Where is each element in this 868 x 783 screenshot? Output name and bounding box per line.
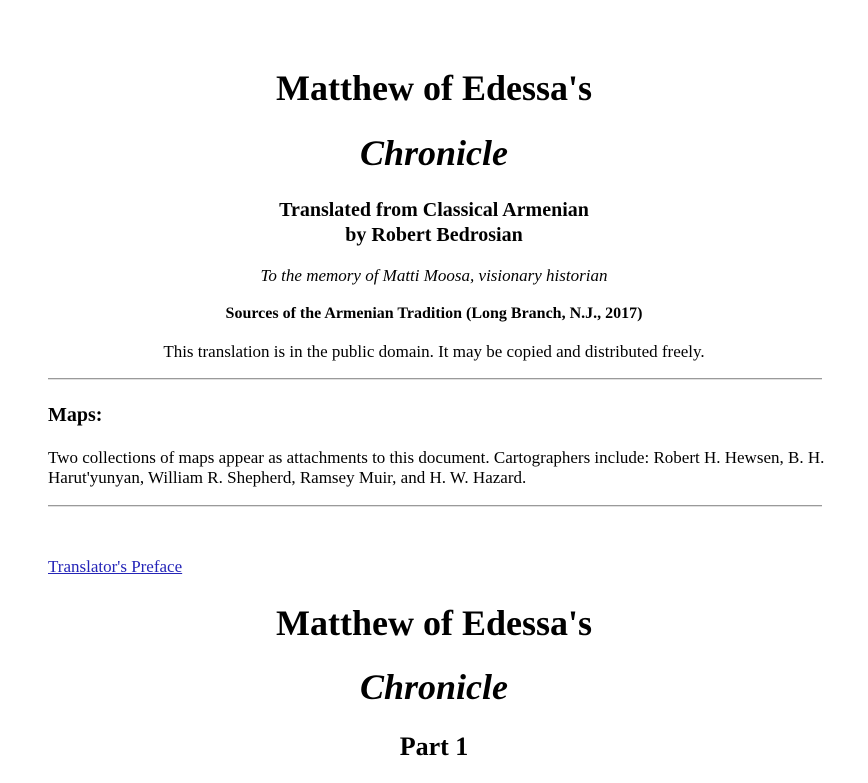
document-title: Matthew of Edessa's xyxy=(276,68,592,108)
translators-preface-link[interactable]: Translator's Preface xyxy=(48,557,183,576)
section-subtitle: Chronicle xyxy=(359,667,509,707)
document-subtitle: Chronicle xyxy=(359,133,509,173)
part-heading: Part 1 xyxy=(399,732,469,761)
maps-description: Two collections of maps appear as attachments to this document. Cartographers include: Robert H. Hewsen, B. H. Harut'yunyan, William R. Shepherd, Ramsey Muir, and H. W. Hazard. xyxy=(48,448,825,487)
dedication-line: To the memory of Matti Moosa, visionary historian xyxy=(260,266,608,285)
translated-from-line: Translated from Classical Armenian xyxy=(279,199,589,221)
horizontal-rule-top xyxy=(48,378,822,380)
horizontal-rule-bottom xyxy=(48,505,822,507)
sources-line: Sources of the Armenian Tradition (Long Branch, N.J., 2017) xyxy=(225,305,643,322)
maps-heading: Maps: xyxy=(48,404,103,426)
public-domain-notice: This translation is in the public domain. It may be copied and distributed freely. xyxy=(163,342,705,361)
section-title: Matthew of Edessa's xyxy=(276,603,592,643)
translator-line: by Robert Bedrosian xyxy=(345,224,523,246)
